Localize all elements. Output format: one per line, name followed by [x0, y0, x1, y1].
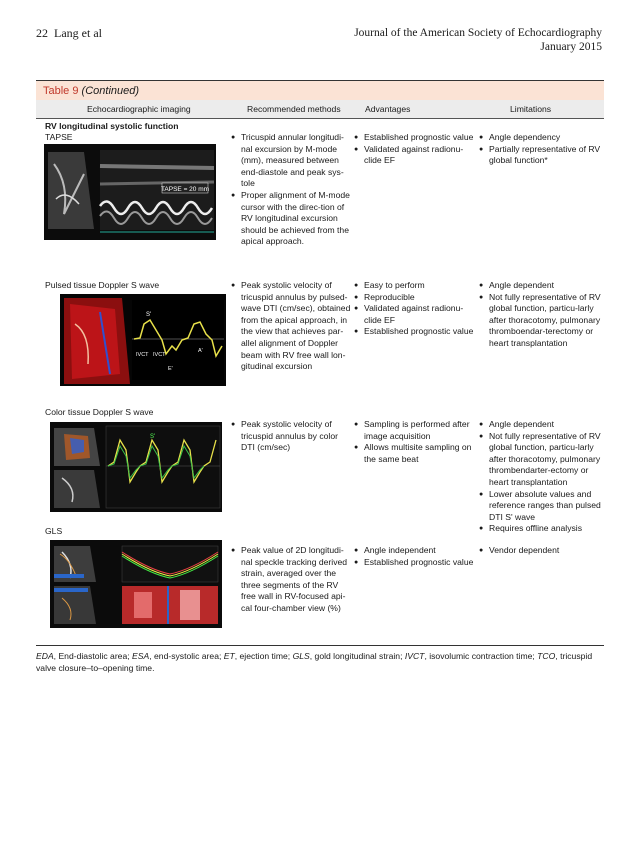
abbr-def: End-diastolic area: [58, 651, 128, 661]
tapse-limitations: [479, 132, 601, 167]
color-methods: [231, 419, 351, 454]
row-label-pulsed-doppler: Pulsed tissue Doppler S wave: [45, 280, 160, 290]
abbr: ESA: [132, 651, 150, 661]
abbr: EDA: [36, 651, 54, 661]
row-label-color-doppler: Color tissue Doppler S wave: [45, 407, 154, 417]
gls-advantage-item: ● Established prognostic value: [354, 557, 476, 569]
abbr: IVCT: [404, 651, 425, 661]
tapse-limitation-item: ● Angle dependency: [479, 132, 601, 144]
gls-strain-image: [50, 540, 222, 628]
pulsed-limitation-item: ● Angle dependent: [479, 280, 601, 292]
running-head-right: [354, 26, 602, 54]
color-limitation-item: ● Angle dependent: [479, 419, 603, 431]
tapse-limitation-item: ● Partially representative of RV global function*: [479, 144, 601, 167]
journal-name: Journal of the American Society of Echocardiography: [354, 27, 602, 39]
pulsed-limitations: [479, 280, 601, 350]
page-number: 22: [36, 26, 48, 40]
tapse-method-item: ● Tricuspid annular longitudi-nal excursion by M-mode (mm), measured between end-diastole and peak sys-tole: [231, 132, 351, 190]
tapse-advantage-item: ● Validated against radionu-clide EF: [354, 144, 476, 167]
row-label-tapse: TAPSE: [45, 132, 73, 142]
gls-advantages: [354, 545, 476, 568]
pulsed-advantages: [354, 280, 476, 338]
color-sprime-label: S': [150, 434, 156, 440]
abbr-def: end-systolic area: [154, 651, 219, 661]
pulsed-ivct-label-1: IVCT: [136, 352, 149, 358]
abbr: ET: [223, 651, 235, 661]
color-advantage-item: ● Allows multisite sampling on the same beat: [354, 442, 476, 465]
abbr-def: isovolumic contraction time: [429, 651, 533, 661]
tapse-method-item: ● Proper alignment of M-mode cursor with the direc-tion of RV longitudinal excursion should be achieved from the apical approach.: [231, 190, 351, 248]
footnote-divider: [36, 645, 604, 646]
column-header-limitations: Limitations: [510, 104, 552, 114]
tapse-mmode-image: [44, 144, 216, 240]
pulsed-limitation-item: ● Not fully representative of RV global function, particu-larly after thoracotomy, pulmonary thromboendar-terectomy or heart transplantation: [479, 292, 601, 350]
abbr: GLS: [292, 651, 310, 661]
column-header-advantages: Advantages: [365, 104, 411, 114]
pulsed-ivct-label-2: IVCT: [153, 352, 166, 358]
color-limitation-item: ● Lower absolute values and reference ranges than pulsed DTI S' wave: [479, 489, 603, 524]
column-header-methods: Recommended methods: [247, 104, 341, 114]
pulsed-sprime-label: S': [146, 312, 152, 318]
pulsed-doppler-image: [60, 294, 226, 386]
pulsed-advantage-item: ● Established prognostic value: [354, 326, 476, 338]
abbr-def: gold longitudinal strain: [314, 651, 401, 661]
gls-methods: [231, 545, 351, 615]
abbr: TCO: [537, 651, 556, 661]
running-head-left: [36, 26, 102, 41]
table-title: [36, 80, 604, 100]
color-limitation-item: ● Not fully representative of RV global function, particu-larly after thoracotomy, pulmonary thrombendarter-ectomy or heart transplantation: [479, 431, 603, 489]
gls-limitations: [479, 545, 601, 557]
pulsed-aprime-label: A': [198, 348, 203, 354]
gls-method-item: ● Peak value of 2D longitudi-nal speckle tracking derived strain, averaged over the three segments of the RV free wall in RV-focused api-cal four-chamber view (%): [231, 545, 351, 615]
abbr-def: ejection time: [239, 651, 288, 661]
tapse-advantages: [354, 132, 476, 167]
gls-advantage-item: ● Angle independent: [354, 545, 476, 557]
abbr-def: tricuspid valve closure–to–opening time.: [36, 651, 593, 673]
color-limitation-item: ● Requires offline analysis: [479, 523, 603, 535]
issue-date: January 2015: [540, 41, 602, 53]
pulsed-advantage-item: ● Validated against radionu-clide EF: [354, 303, 476, 326]
section-title: RV longitudinal systolic function: [45, 121, 179, 131]
column-header-imaging: Echocardiographic imaging: [87, 104, 191, 114]
pulsed-advantage-item: ● Reproducible: [354, 292, 476, 304]
table-continued: (Continued): [81, 85, 140, 97]
tapse-methods: [231, 132, 351, 248]
pulsed-methods: [231, 280, 351, 373]
table-label: Table 9: [43, 85, 79, 97]
authors: Lang et al: [54, 26, 102, 40]
color-advantage-item: ● Sampling is performed after image acquisition: [354, 419, 476, 442]
color-doppler-image: [50, 422, 222, 512]
color-advantages: [354, 419, 476, 465]
page-header: [0, 0, 638, 70]
pulsed-eprime-label: E': [168, 366, 173, 372]
tapse-value-label: TAPSE = 20 mm: [160, 186, 210, 193]
color-method-item: ● Peak systolic velocity of tricuspid annulus by color DTI (cm/sec): [231, 419, 351, 454]
pulsed-advantage-item: ● Easy to perform: [354, 280, 476, 292]
tapse-advantage-item: ● Established prognostic value: [354, 132, 476, 144]
table-column-header: [36, 100, 604, 119]
color-limitations: [479, 419, 603, 535]
pulsed-method-item: ● Peak systolic velocity of tricuspid annulus by pulsed-wave DTI (cm/sec), obtained from the apical approach, in the view that achieves par-allel alignment of Doppler beam with RV free wall lon-gitudinal excursion: [231, 280, 351, 373]
table-footnote: EDA, End-diastolic area; ESA, end-systolic area; ET, ejection time; GLS, gold longitudinal strain; IVCT, isovolumic contraction time; TCO, tricuspid valve closure–to–opening time.: [36, 651, 593, 673]
row-label-gls: GLS: [45, 526, 63, 536]
gls-limitation-item: ● Vendor dependent: [479, 545, 601, 557]
